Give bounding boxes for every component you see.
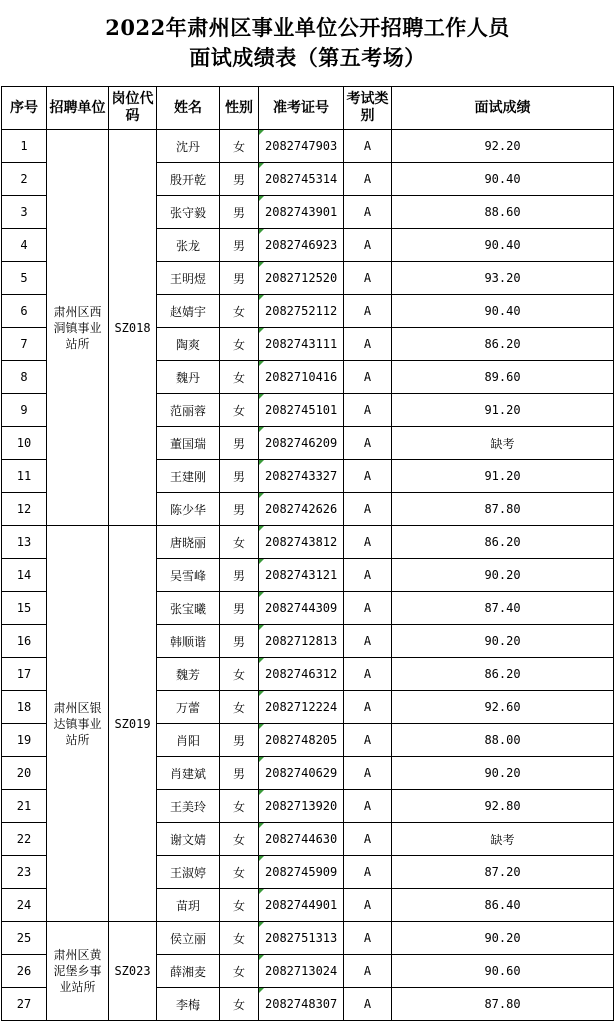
cell-score: 93.20 — [392, 262, 614, 295]
cell-type: A — [344, 262, 392, 295]
cell-gender: 男 — [220, 229, 259, 262]
cell-name: 董国瑞 — [157, 427, 220, 460]
cell-seq: 18 — [2, 691, 47, 724]
cell-gender: 男 — [220, 460, 259, 493]
cell-gender: 女 — [220, 691, 259, 724]
cell-score: 87.20 — [392, 856, 614, 889]
cell-gender: 女 — [220, 526, 259, 559]
title-line-2: 面试成绩表（第五考场） — [189, 45, 426, 70]
cell-name: 殷开乾 — [157, 163, 220, 196]
cell-name: 陶爽 — [157, 328, 220, 361]
cell-type: A — [344, 724, 392, 757]
cell-exam-no: 2082751313 — [259, 922, 344, 955]
cell-seq: 4 — [2, 229, 47, 262]
cell-exam-no: 2082743901 — [259, 196, 344, 229]
cell-seq: 17 — [2, 658, 47, 691]
cell-type: A — [344, 427, 392, 460]
cell-exam-no: 2082747903 — [259, 130, 344, 163]
cell-type: A — [344, 658, 392, 691]
cell-score: 91.20 — [392, 394, 614, 427]
cell-type: A — [344, 625, 392, 658]
cell-exam-no: 2082744630 — [259, 823, 344, 856]
cell-seq: 24 — [2, 889, 47, 922]
cell-seq: 15 — [2, 592, 47, 625]
cell-gender: 女 — [220, 922, 259, 955]
cell-type: A — [344, 559, 392, 592]
table-row — [2, 130, 614, 163]
cell-gender: 女 — [220, 394, 259, 427]
cell-type: A — [344, 163, 392, 196]
cell-name: 薛湘麦 — [157, 955, 220, 988]
cell-name: 侯立丽 — [157, 922, 220, 955]
cell-exam-no: 2082712520 — [259, 262, 344, 295]
header-exam-no: 准考证号 — [259, 87, 344, 130]
cell-seq: 7 — [2, 328, 47, 361]
cell-exam-no: 2082745314 — [259, 163, 344, 196]
cell-score: 90.40 — [392, 163, 614, 196]
cell-score: 86.40 — [392, 889, 614, 922]
cell-exam-no: 2082743111 — [259, 328, 344, 361]
cell-exam-no: 2082744309 — [259, 592, 344, 625]
cell-code: SZ023 — [109, 922, 157, 1021]
cell-name: 韩顺谐 — [157, 625, 220, 658]
cell-seq: 16 — [2, 625, 47, 658]
cell-exam-no: 2082746923 — [259, 229, 344, 262]
cell-exam-no: 2082745101 — [259, 394, 344, 427]
cell-score: 88.60 — [392, 196, 614, 229]
cell-score: 90.20 — [392, 559, 614, 592]
cell-score: 88.00 — [392, 724, 614, 757]
cell-gender: 女 — [220, 823, 259, 856]
cell-type: A — [344, 757, 392, 790]
cell-name: 陈少华 — [157, 493, 220, 526]
header-score: 面试成绩 — [392, 87, 614, 130]
table-body — [2, 130, 614, 1021]
cell-score: 87.80 — [392, 493, 614, 526]
cell-seq: 26 — [2, 955, 47, 988]
cell-score: 89.60 — [392, 361, 614, 394]
cell-name: 王明煜 — [157, 262, 220, 295]
cell-type: A — [344, 955, 392, 988]
cell-score: 90.20 — [392, 625, 614, 658]
cell-name: 王建刚 — [157, 460, 220, 493]
cell-score: 90.60 — [392, 955, 614, 988]
cell-gender: 男 — [220, 262, 259, 295]
cell-unit: 肃州区黄泥堡乡事业站所 — [47, 922, 109, 1021]
cell-seq: 1 — [2, 130, 47, 163]
cell-gender: 男 — [220, 559, 259, 592]
cell-exam-no: 2082748307 — [259, 988, 344, 1021]
cell-seq: 13 — [2, 526, 47, 559]
cell-unit: 肃州区西洞镇事业站所 — [47, 130, 109, 526]
cell-seq: 10 — [2, 427, 47, 460]
cell-gender: 男 — [220, 625, 259, 658]
cell-seq: 20 — [2, 757, 47, 790]
cell-seq: 6 — [2, 295, 47, 328]
cell-gender: 男 — [220, 724, 259, 757]
cell-name: 张宝曦 — [157, 592, 220, 625]
header-name: 姓名 — [157, 87, 220, 130]
cell-gender: 男 — [220, 196, 259, 229]
cell-score: 92.20 — [392, 130, 614, 163]
cell-seq: 22 — [2, 823, 47, 856]
cell-score: 90.40 — [392, 229, 614, 262]
cell-exam-no: 2082745909 — [259, 856, 344, 889]
header-code: 岗位代码 — [109, 87, 157, 130]
cell-name: 肖阳 — [157, 724, 220, 757]
header-unit: 招聘单位 — [47, 87, 109, 130]
cell-type: A — [344, 196, 392, 229]
cell-name: 赵婧宇 — [157, 295, 220, 328]
cell-gender: 女 — [220, 295, 259, 328]
cell-score: 91.20 — [392, 460, 614, 493]
cell-exam-no: 2082740629 — [259, 757, 344, 790]
cell-name: 李梅 — [157, 988, 220, 1021]
cell-name: 王美玲 — [157, 790, 220, 823]
cell-type: A — [344, 295, 392, 328]
cell-name: 范丽蓉 — [157, 394, 220, 427]
cell-name: 王淑婷 — [157, 856, 220, 889]
cell-type: A — [344, 460, 392, 493]
cell-code: SZ019 — [109, 526, 157, 922]
cell-type: A — [344, 328, 392, 361]
cell-gender: 男 — [220, 757, 259, 790]
cell-name: 苗玥 — [157, 889, 220, 922]
cell-seq: 9 — [2, 394, 47, 427]
cell-exam-no: 2082712224 — [259, 691, 344, 724]
cell-gender: 女 — [220, 988, 259, 1021]
cell-gender: 男 — [220, 163, 259, 196]
cell-name: 唐晓丽 — [157, 526, 220, 559]
cell-score: 86.20 — [392, 526, 614, 559]
cell-type: A — [344, 856, 392, 889]
header-row — [2, 87, 614, 130]
cell-type: A — [344, 823, 392, 856]
cell-exam-no: 2082743121 — [259, 559, 344, 592]
cell-type: A — [344, 592, 392, 625]
cell-name: 吴雪峰 — [157, 559, 220, 592]
cell-type: A — [344, 361, 392, 394]
cell-exam-no: 2082710416 — [259, 361, 344, 394]
cell-name: 张守毅 — [157, 196, 220, 229]
cell-type: A — [344, 691, 392, 724]
cell-score: 92.80 — [392, 790, 614, 823]
cell-exam-no: 2082746209 — [259, 427, 344, 460]
cell-name: 谢文婧 — [157, 823, 220, 856]
cell-name: 魏芳 — [157, 658, 220, 691]
cell-seq: 25 — [2, 922, 47, 955]
cell-type: A — [344, 526, 392, 559]
cell-type: A — [344, 889, 392, 922]
header-seq: 序号 — [2, 87, 47, 130]
table-row — [2, 922, 614, 955]
cell-exam-no: 2082743327 — [259, 460, 344, 493]
cell-score: 87.80 — [392, 988, 614, 1021]
cell-gender: 女 — [220, 328, 259, 361]
header-gender: 性别 — [220, 87, 259, 130]
cell-type: A — [344, 988, 392, 1021]
cell-gender: 女 — [220, 790, 259, 823]
score-table — [1, 86, 614, 1021]
cell-score: 86.20 — [392, 328, 614, 361]
cell-gender: 男 — [220, 427, 259, 460]
cell-gender: 女 — [220, 361, 259, 394]
table-row — [2, 526, 614, 559]
cell-seq: 14 — [2, 559, 47, 592]
cell-score: 90.40 — [392, 295, 614, 328]
cell-score: 缺考 — [392, 427, 614, 460]
cell-unit: 肃州区银达镇事业站所 — [47, 526, 109, 922]
cell-score: 87.40 — [392, 592, 614, 625]
cell-gender: 女 — [220, 955, 259, 988]
cell-seq: 19 — [2, 724, 47, 757]
cell-exam-no: 2082713024 — [259, 955, 344, 988]
cell-exam-no: 2082752112 — [259, 295, 344, 328]
cell-name: 万蕾 — [157, 691, 220, 724]
cell-seq: 12 — [2, 493, 47, 526]
cell-type: A — [344, 130, 392, 163]
cell-gender: 男 — [220, 493, 259, 526]
cell-gender: 女 — [220, 130, 259, 163]
cell-name: 魏丹 — [157, 361, 220, 394]
cell-score: 缺考 — [392, 823, 614, 856]
cell-seq: 23 — [2, 856, 47, 889]
cell-gender: 女 — [220, 889, 259, 922]
cell-seq: 3 — [2, 196, 47, 229]
cell-exam-no: 2082748205 — [259, 724, 344, 757]
cell-type: A — [344, 229, 392, 262]
cell-name: 张龙 — [157, 229, 220, 262]
cell-name: 肖建斌 — [157, 757, 220, 790]
cell-gender: 女 — [220, 856, 259, 889]
cell-type: A — [344, 493, 392, 526]
header-type: 考试类别 — [344, 87, 392, 130]
cell-gender: 男 — [220, 592, 259, 625]
cell-seq: 2 — [2, 163, 47, 196]
cell-seq: 11 — [2, 460, 47, 493]
cell-exam-no: 2082743812 — [259, 526, 344, 559]
cell-gender: 女 — [220, 658, 259, 691]
title-line-1: 2022年肃州区事业单位公开招聘工作人员 — [105, 15, 510, 40]
cell-exam-no: 2082713920 — [259, 790, 344, 823]
cell-score: 92.60 — [392, 691, 614, 724]
page-title — [0, 0, 615, 86]
cell-name: 沈丹 — [157, 130, 220, 163]
cell-exam-no: 2082744901 — [259, 889, 344, 922]
cell-exam-no: 2082712813 — [259, 625, 344, 658]
cell-type: A — [344, 790, 392, 823]
cell-exam-no: 2082746312 — [259, 658, 344, 691]
cell-score: 90.20 — [392, 922, 614, 955]
cell-type: A — [344, 922, 392, 955]
cell-seq: 5 — [2, 262, 47, 295]
cell-score: 86.20 — [392, 658, 614, 691]
cell-seq: 8 — [2, 361, 47, 394]
cell-seq: 27 — [2, 988, 47, 1021]
cell-seq: 21 — [2, 790, 47, 823]
cell-type: A — [344, 394, 392, 427]
cell-code: SZ018 — [109, 130, 157, 526]
cell-exam-no: 2082742626 — [259, 493, 344, 526]
cell-score: 90.20 — [392, 757, 614, 790]
